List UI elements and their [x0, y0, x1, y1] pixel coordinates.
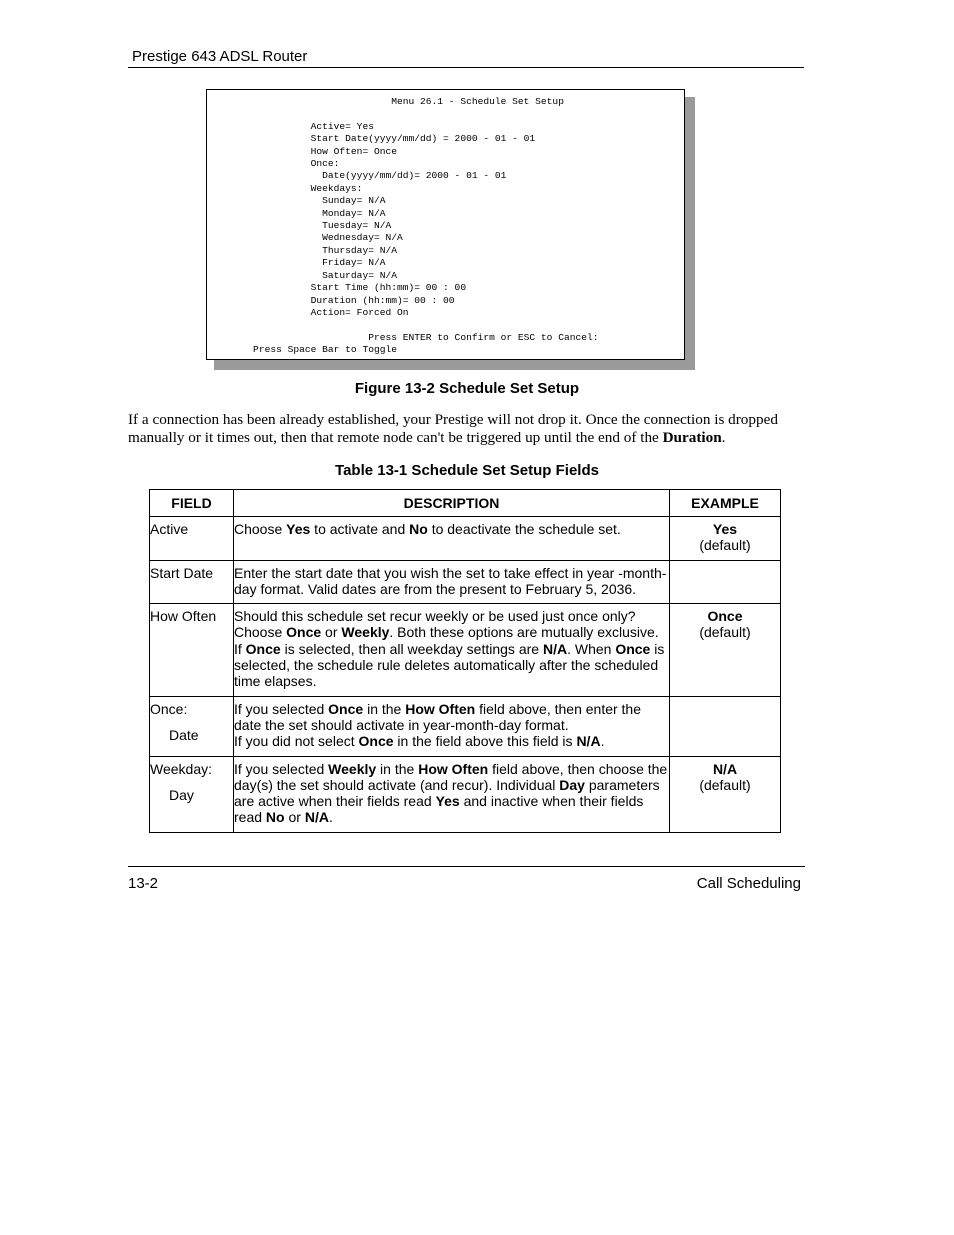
- description-text: and inactive when their fields read: [234, 793, 644, 826]
- description-text: to deactivate the schedule set.: [427, 521, 621, 537]
- description-bold-term: How Often: [405, 700, 476, 717]
- field-cell: [150, 756, 234, 832]
- description-cell: [234, 604, 670, 696]
- description-cell: [234, 560, 670, 604]
- description-text: Enter the start date that you wish the set to take effect in year -month-day format. Valid dates are from the present to February 5, 2036.: [234, 564, 667, 597]
- description-text: or: [284, 809, 305, 826]
- table-row: [150, 517, 781, 561]
- description-text: .: [600, 733, 605, 750]
- description-text: to activate and: [310, 521, 410, 537]
- field-cell: [150, 696, 234, 756]
- description-bold-term: Day: [559, 776, 585, 793]
- field-subname: Date: [169, 726, 199, 743]
- field-subname: Day: [169, 786, 194, 803]
- description-text: . When: [567, 640, 616, 657]
- description-text: If you did not select: [234, 733, 359, 750]
- description-text: in the: [376, 760, 419, 777]
- description-text: or: [321, 624, 342, 641]
- page-number: 13-2: [128, 875, 159, 892]
- description-cell: [234, 696, 670, 756]
- description-bold-term: Once: [615, 640, 651, 657]
- description-bold-term: Yes: [286, 521, 311, 537]
- description-text: is selected, then all weekday settings are: [280, 640, 543, 657]
- description-bold-term: Once: [245, 640, 281, 657]
- description-bold-term: No: [265, 809, 285, 826]
- description-text: If you selected: [234, 760, 329, 777]
- body-paragraph: [128, 411, 808, 447]
- field-cell: [150, 604, 234, 696]
- description-bold-term: N/A: [542, 640, 568, 657]
- paragraph-end: .: [721, 429, 726, 446]
- description-bold-term: Once: [328, 700, 364, 717]
- example-note: (default): [699, 624, 751, 641]
- description-text: is selected, the schedule rule deletes automatically after the scheduled time elapses.: [234, 640, 665, 690]
- header-field: FIELD: [150, 490, 234, 517]
- description-bold-term: N/A: [576, 733, 601, 750]
- paragraph-bold-term: Duration: [662, 429, 722, 446]
- example-value: Once: [707, 608, 743, 625]
- description-text: in the field above this field is: [393, 733, 577, 750]
- figure-caption: Figure 13-2 Schedule Set Setup: [354, 380, 580, 397]
- description-bold-term: N/A: [304, 809, 329, 826]
- field-cell: [150, 517, 234, 561]
- description-text: .: [328, 809, 333, 826]
- field-name: Once:: [150, 700, 188, 717]
- table-row: [150, 604, 781, 696]
- terminal-screen: [206, 89, 685, 360]
- field-name: How Often: [150, 608, 217, 625]
- description-bold-term: No: [409, 521, 428, 537]
- example-note: (default): [699, 776, 751, 793]
- description-text: in the: [363, 700, 406, 717]
- table-caption: Table 13-1 Schedule Set Setup Fields: [335, 462, 599, 479]
- description-cell: [234, 517, 670, 561]
- description-text: . Both these options are mutually exclusive. If: [234, 624, 659, 657]
- description-text: Choose: [234, 521, 287, 537]
- field-cell: [150, 560, 234, 604]
- description-text: Should this schedule set recur weekly or be used just once only? Choose: [234, 608, 636, 641]
- example-note: (default): [699, 537, 751, 554]
- description-bold-term: Weekly: [341, 624, 390, 641]
- table-row: [150, 756, 781, 832]
- table-row: [150, 560, 781, 604]
- running-header: Prestige 643 ADSL Router: [132, 48, 308, 65]
- chapter-title: Call Scheduling: [696, 875, 801, 892]
- description-bold-term: Once: [358, 733, 394, 750]
- header-example: EXAMPLE: [670, 490, 781, 517]
- header-rule: [128, 67, 804, 68]
- example-cell: [670, 696, 781, 756]
- table-header-row: [150, 490, 781, 517]
- description-text: field above, then choose the day(s) the set should activate (and recur). Individual: [234, 760, 668, 793]
- description-text: If you selected: [234, 700, 329, 717]
- header-description: DESCRIPTION: [234, 490, 670, 517]
- footer-rule: [128, 866, 805, 867]
- description-text: field above, then enter the date the set should activate in year-month-day format.: [234, 700, 642, 733]
- field-name: Start Date: [150, 564, 214, 581]
- description-bold-term: Weekly: [328, 760, 377, 777]
- field-name: Active: [150, 521, 189, 537]
- table-row: [150, 696, 781, 756]
- description-bold-term: Once: [286, 624, 322, 641]
- field-name: Weekday:: [150, 760, 212, 777]
- description-text: parameters are active when their fields read: [234, 776, 660, 810]
- example-cell: [670, 756, 781, 832]
- example-cell: [670, 560, 781, 604]
- example-cell: [670, 517, 781, 561]
- description-cell: [234, 756, 670, 832]
- fields-table: [149, 489, 781, 833]
- description-bold-term: How Often: [418, 760, 489, 777]
- example-cell: [670, 604, 781, 696]
- description-bold-term: Yes: [435, 793, 460, 810]
- example-value: N/A: [712, 760, 738, 777]
- paragraph-text: If a connection has been already established, your Prestige will not drop it. Once the connection is dropped manually or it times out, then that remote node can't be triggered up until the end of the: [128, 411, 778, 446]
- example-value: Yes: [712, 521, 738, 537]
- terminal-menu-text: Menu 26.1 - Schedule Set Setup Active= Yes Start Date(yyyy/mm/dd) = 2000 - 01 - 01 How Often= Once Once: Date(yyyy/mm/dd)= 2000 - 01 - 01 Weekdays: Sunday= N/A Monday= N/A Tuesday= N/A Wednesday= N/A Thursday= N/A Friday= N/A Saturday= N/A Start Time (hh:mm)= 00 : 00 Duration (hh:mm)= 00 : 00 Action= Forced On Press ENTER to Confirm or ESC to Cancel: Press Space Bar to Toggle: [253, 96, 599, 356]
